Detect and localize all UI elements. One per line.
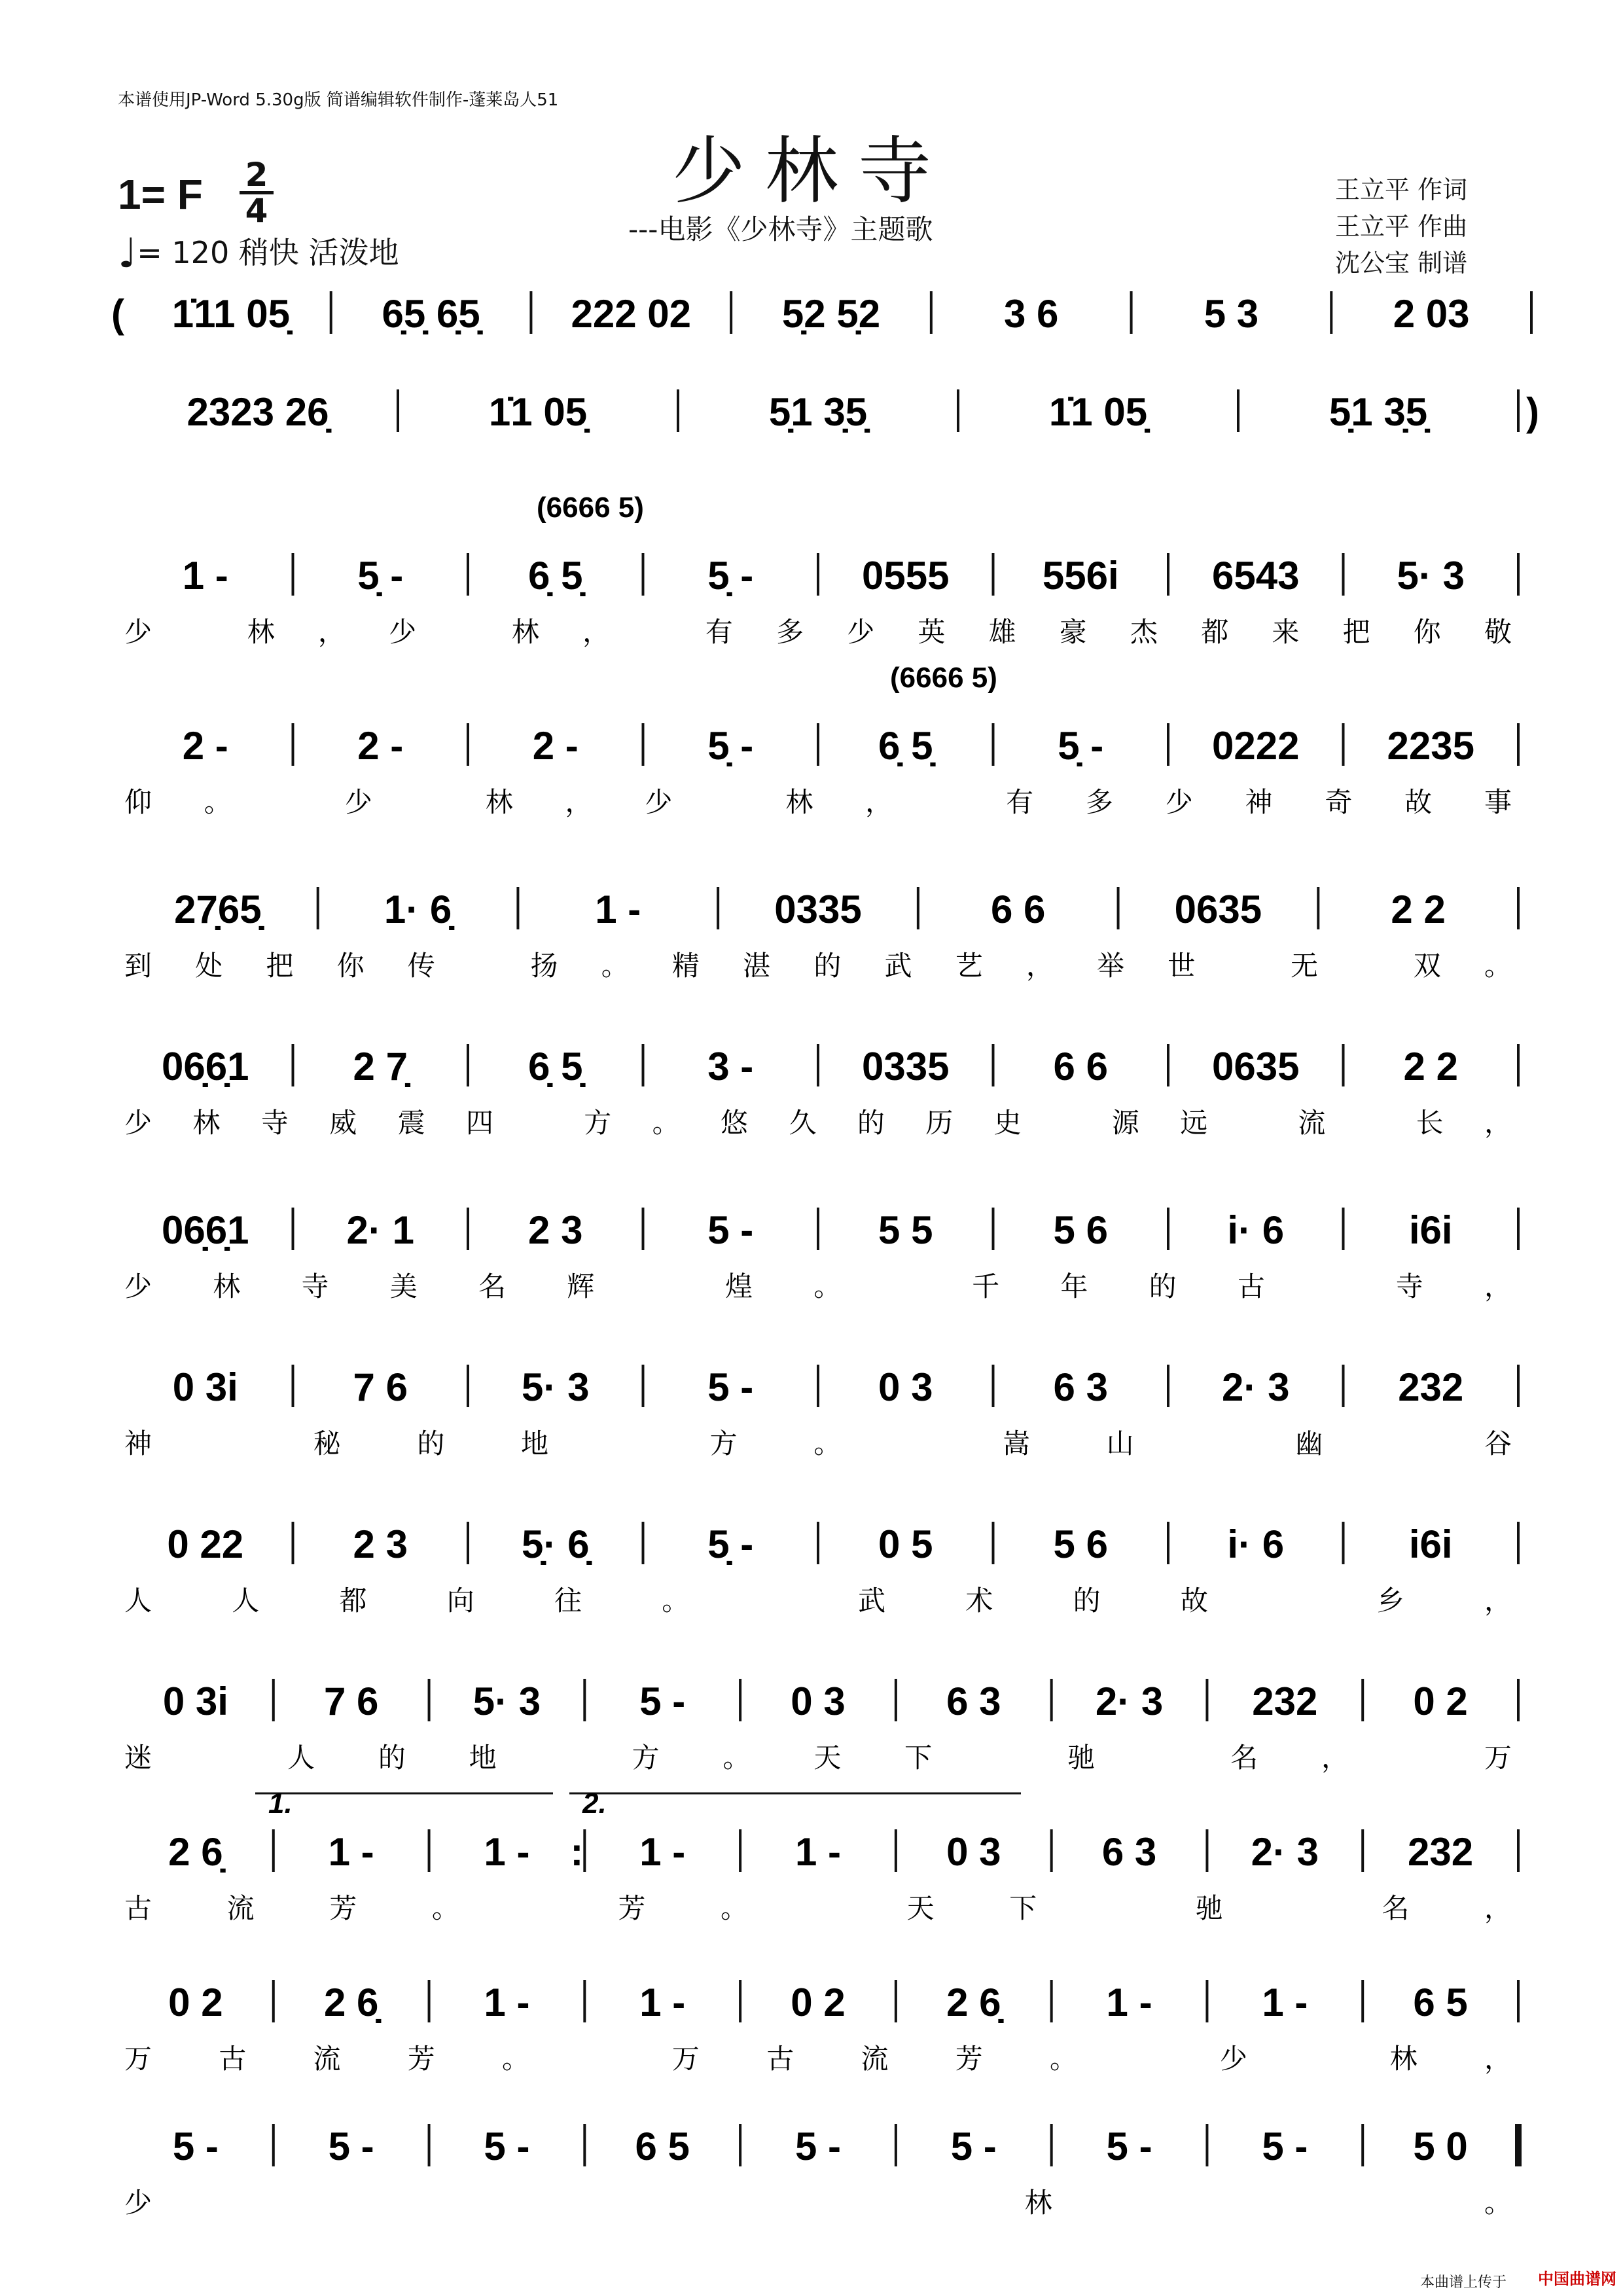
note-group: 2 -	[182, 724, 228, 768]
lyric-line: 少 林。	[124, 2187, 1512, 2219]
note-group: 0555	[862, 554, 950, 598]
note-group: 0 2	[791, 1981, 846, 2024]
note-group: 6 6	[1053, 1045, 1108, 1088]
note-group: 1 -	[328, 1830, 374, 1874]
note-group: 232	[1252, 1679, 1318, 1723]
note-group: 6 5	[635, 2125, 690, 2168]
note-group: 2 6̣	[946, 1981, 1001, 2024]
note-group: 5 -	[707, 1208, 754, 1252]
note-group: 5 3	[1204, 292, 1259, 336]
note-group: 5̣2 5̣2	[781, 292, 881, 336]
note-group: i6i	[1408, 1208, 1453, 1252]
repeat-sign: :	[570, 1830, 584, 1874]
note-group: 2 6̣	[323, 1981, 379, 2024]
note-group: 5· 3	[1397, 554, 1465, 598]
note-group: 3 6	[1004, 292, 1059, 336]
lyric-line: 到处把你传 扬。精湛的武艺，举世 无 双。	[124, 950, 1512, 982]
note-group: 2323 26̣	[187, 390, 329, 434]
note-group: 5̣1 3̣5̣	[1329, 390, 1428, 434]
note-group: 2· 3	[1251, 1830, 1319, 1874]
note-group: 2 3	[353, 1522, 408, 1566]
song-subtitle: ---电影《少林寺》主题歌	[628, 213, 933, 245]
note-group: 1 -	[639, 1830, 686, 1874]
note-group: 06̣6̣1	[162, 1208, 249, 1252]
note-group: 5· 3	[522, 1365, 590, 1409]
note-group: 0335	[862, 1045, 950, 1088]
note-group: 2 -	[357, 724, 404, 768]
note-group: 6̣ 5̣	[528, 554, 583, 598]
note-group: 5 6	[1053, 1208, 1108, 1252]
note-group: 556i	[1042, 554, 1119, 598]
lyric-line: 少 林，少 林， 有多少英雄豪杰都来把你敬	[124, 616, 1512, 648]
note-group: 0635	[1212, 1045, 1300, 1088]
volta-2: 2.	[582, 1787, 607, 1820]
note-group: 6̣ 5̣	[878, 724, 933, 768]
site-logo: 中国曲谱网	[1538, 2270, 1616, 2288]
note-group: 1̇1 05̣	[488, 390, 588, 434]
note-group: 5̣· 6̣	[522, 1522, 590, 1566]
lyric-line: 古流芳。 芳。 天下 驰 名，	[124, 1892, 1512, 1924]
credit-composer: 王立平 作曲	[1335, 212, 1468, 241]
note-group: 5̣ -	[707, 1522, 754, 1566]
note-group: 1 -	[639, 1981, 686, 2024]
note-group: 2 03	[1393, 292, 1470, 336]
note-group: 6̣ 5̣	[528, 1045, 583, 1088]
note-group: 5 0	[1413, 2125, 1468, 2168]
note-group: i· 6	[1227, 1522, 1285, 1566]
lyric-line: 少林寺威震四 方。悠久的历史 源远 流 长，	[124, 1107, 1512, 1139]
note-group: 5 -	[707, 1365, 754, 1409]
time-signature-top: 2	[245, 156, 268, 194]
note-group: 1 -	[1106, 1981, 1152, 2024]
note-group: 7 6	[323, 1679, 379, 1723]
note-group: 222 02	[571, 292, 692, 336]
note-group: 232	[1398, 1365, 1464, 1409]
note-group: 7 6	[353, 1365, 408, 1409]
note-group: 2 2	[1391, 888, 1446, 931]
note-group: 5 -	[639, 1679, 686, 1723]
quarter-note-icon: ♩	[118, 229, 137, 277]
note-group: 5 -	[794, 2125, 842, 2168]
note-group: 6 6	[991, 888, 1046, 931]
note-group: 3 -	[707, 1045, 754, 1088]
lyric-line: 人人都向往。 武术的故 乡，	[124, 1585, 1512, 1617]
note-group: 0 2	[1413, 1679, 1468, 1723]
note-group: 0 3	[878, 1365, 933, 1409]
note-group: 0335	[774, 888, 862, 931]
note-group: 5· 3	[473, 1679, 541, 1723]
note-group: 6 3	[946, 1679, 1001, 1723]
note-group: 1 -	[484, 1830, 530, 1874]
note-group: 5 -	[950, 2125, 997, 2168]
note-group: 1̇1 05̣	[1048, 390, 1148, 434]
note-group: 6 3	[1101, 1830, 1157, 1874]
lyric-line: 少林寺美名辉 煌。 千年的古 寺，	[124, 1270, 1512, 1302]
note-group: 5 -	[1106, 2125, 1152, 2168]
paren-close: )	[1526, 390, 1539, 434]
lyric-line: 万古流芳。 万古流芳。 少 林，	[124, 2043, 1512, 2075]
note-group: 5̣ -	[357, 554, 404, 598]
note-group: 5 -	[1262, 2125, 1308, 2168]
note-group: 5̣ -	[707, 724, 754, 768]
note-group: 1· 6̣	[383, 888, 452, 931]
note-group: 5̣ -	[1058, 724, 1104, 768]
key-signature: 1= F	[118, 171, 203, 218]
note-group: 0 5	[878, 1522, 933, 1566]
note-group: 2 2	[1403, 1045, 1458, 1088]
note-group: 1 -	[1262, 1981, 1308, 2024]
note-group: 5 6	[1053, 1522, 1108, 1566]
note-group: 6̣5̣ 6̣5̣	[382, 292, 480, 336]
note-group: 0 3i	[162, 1679, 228, 1723]
note-group: 6 5	[1413, 1981, 1468, 2024]
song-title: 少林寺	[672, 129, 951, 214]
note-group: 5 -	[484, 2125, 530, 2168]
lyric-line: 迷 人的地 方。天下 驰 名， 万	[124, 1742, 1512, 1774]
credit-lyricist: 王立平 作词	[1335, 175, 1468, 204]
lyric-line: 仰。 少 林，少 林， 有多少神奇故事	[124, 786, 1512, 818]
note-group: 5 -	[172, 2125, 219, 2168]
note-group: 0 22	[167, 1522, 244, 1566]
note-group: 1 -	[794, 1830, 842, 1874]
credit-arranger: 沈公宝 制谱	[1335, 249, 1468, 278]
paren-open: (	[111, 292, 124, 336]
note-group: 5̣ -	[707, 554, 754, 598]
time-signature-bottom: 4	[245, 192, 268, 230]
note-group: 1̇11 05̣	[171, 292, 290, 336]
note-group: 1 -	[182, 554, 228, 598]
note-group: 1 -	[484, 1981, 530, 2024]
note-group: 6 3	[1053, 1365, 1108, 1409]
note-group: 2· 1	[346, 1208, 414, 1252]
note-group: 5 -	[328, 2125, 374, 2168]
note-group: 0 3i	[172, 1365, 238, 1409]
volta-1: 1.	[268, 1787, 293, 1820]
note-group: 2 6̣	[168, 1830, 223, 1874]
note-group: 2 3	[528, 1208, 583, 1252]
note-group: 0635	[1174, 888, 1262, 931]
note-group: 27̣65̣	[174, 888, 262, 931]
note-group: i· 6	[1227, 1208, 1285, 1252]
note-group: 0 3	[791, 1679, 846, 1723]
note-group: 0 3	[946, 1830, 1001, 1874]
note-group: 2235	[1387, 724, 1474, 768]
note-group: i6i	[1408, 1522, 1453, 1566]
note-group: 2· 3	[1095, 1679, 1164, 1723]
ornament-marking: (6666 5)	[890, 662, 997, 694]
note-group: 2 -	[532, 724, 579, 768]
tempo-text: = 120 稍快 活泼地	[137, 235, 399, 270]
ornament-marking: (6666 5)	[537, 492, 644, 524]
note-group: 232	[1408, 1830, 1474, 1874]
note-group: 5̣1 3̣5̣	[768, 390, 868, 434]
note-group: 06̣6̣1	[162, 1045, 249, 1088]
note-group: 2· 3	[1222, 1365, 1290, 1409]
note-group: 0222	[1212, 724, 1300, 768]
note-group: 2 7̣	[353, 1045, 408, 1088]
note-group: 1 -	[595, 888, 641, 931]
note-group: 6543	[1212, 554, 1300, 598]
lyric-line: 神 秘的地 方。 嵩山 幽 谷	[124, 1427, 1512, 1460]
software-note: 本谱使用JP-Word 5.30g版 简谱编辑软件制作-蓬莱岛人51	[118, 90, 559, 110]
note-group: 0 2	[168, 1981, 223, 2024]
note-group: 5 5	[878, 1208, 933, 1252]
footer-upload-note: 本曲谱上传于	[1420, 2274, 1507, 2291]
